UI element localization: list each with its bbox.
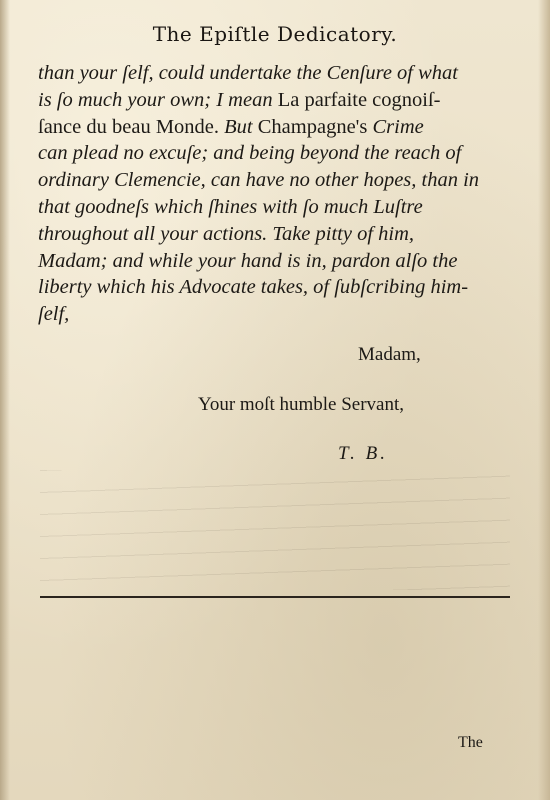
text-line xyxy=(38,301,516,328)
italic-segment: than your ſelf, could undertake the Cenſure of what xyxy=(38,62,458,84)
italic-segment: Madam; and while your hand is in, pardon alſo the xyxy=(38,249,458,272)
text-line xyxy=(38,194,516,221)
dedication-body xyxy=(38,60,516,328)
italic-segment: ordinary Clemencie, can have no other hopes, than in xyxy=(38,169,480,192)
horizontal-rule xyxy=(40,596,510,598)
page-edge-right xyxy=(538,0,550,800)
italic-segment: can plead no excuſe; and being beyond the reach of xyxy=(38,142,462,165)
signature-initials: T. B. xyxy=(338,443,389,464)
text-line xyxy=(38,221,516,248)
roman-segment: La parfaite cognoiſ- xyxy=(277,88,441,111)
italic-segment: But xyxy=(224,115,258,138)
text-line xyxy=(38,167,516,194)
text-line xyxy=(38,140,516,167)
running-head: The Epiſtle Dedicatory. xyxy=(152,22,398,46)
italic-segment: is ſo much your own; I mean xyxy=(38,88,278,111)
page-edge-left xyxy=(0,0,10,800)
roman-segment: ſance du beau Monde. xyxy=(38,115,225,138)
subscription: Your moſt humble Servant, xyxy=(198,394,405,415)
catchword: The xyxy=(458,734,483,751)
text-line xyxy=(38,60,516,87)
italic-segment: throughout all your actions. Take pitty of him, xyxy=(38,222,415,245)
text-line xyxy=(38,87,516,114)
italic-segment: liberty which his Advocate takes, of ſubſcribing him- xyxy=(38,276,469,299)
text-line xyxy=(38,114,516,141)
italic-segment: Crime xyxy=(372,115,424,138)
italic-segment: ſelf, xyxy=(38,303,70,326)
salutation: Madam, xyxy=(358,344,421,365)
roman-segment: Champagne's xyxy=(257,115,373,138)
text-line xyxy=(38,274,516,301)
bleed-through-texture xyxy=(40,470,510,590)
text-line xyxy=(38,248,516,275)
italic-segment: that goodneſs which ſhines with ſo much Luſtre xyxy=(38,195,423,218)
